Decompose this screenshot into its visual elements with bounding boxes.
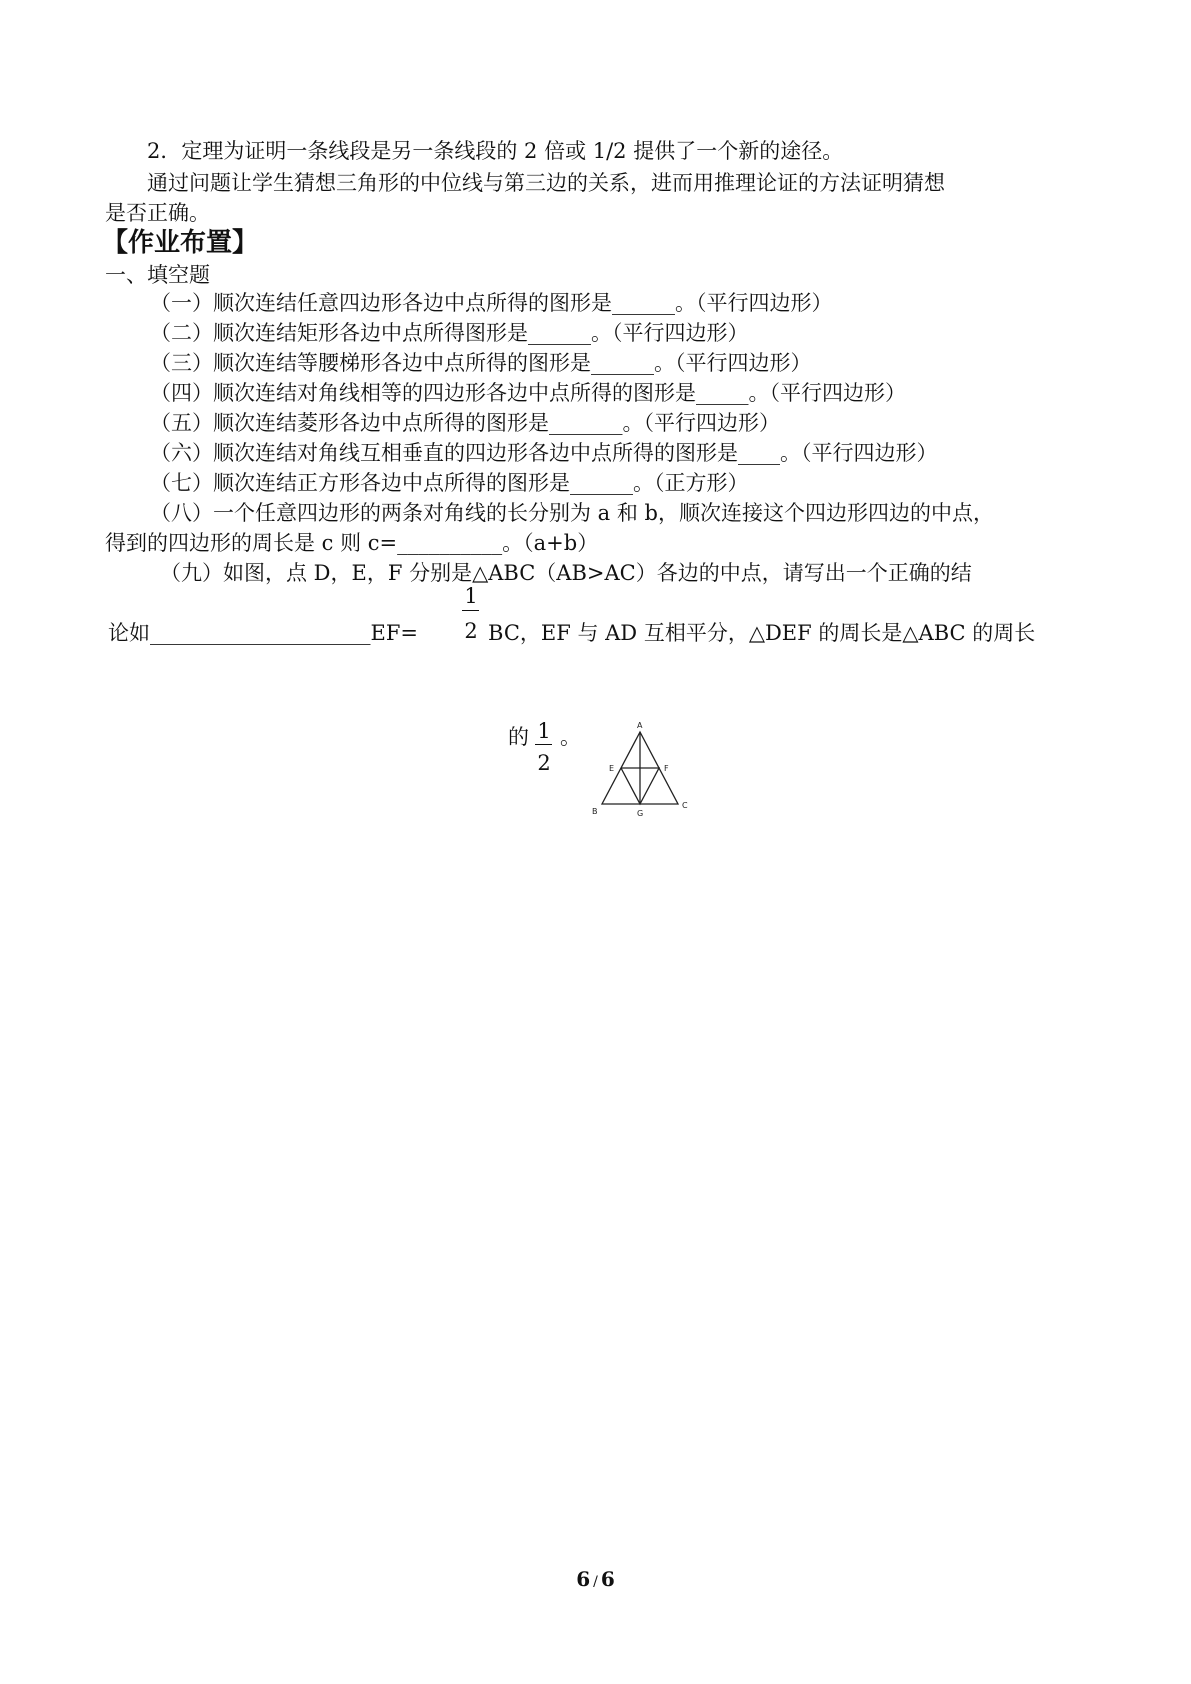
fill-item-9-line-2-end: BC，EF 与 AD 互相平分，△DEF 的周长是△ABC 的周长 [488, 621, 1036, 645]
page-total: 6 [600, 1567, 615, 1591]
label-a: A [637, 721, 643, 730]
fill-item-3: （三）顺次连结等腰梯形各边中点所得的图形是______。（平行四边形） [150, 351, 812, 375]
fill-item-2: （二）顺次连结矩形各边中点所得图形是______。（平行四边形） [150, 321, 749, 345]
fill-item-1: （一）顺次连结任意四边形各边中点所得的图形是______。（平行四边形） [150, 291, 833, 315]
intro-line-2: 通过问题让学生猜想三角形的中位线与第三边的关系，进而用推理论证的方法证明猜想 [147, 171, 945, 195]
fraction-2-bar [535, 744, 552, 745]
fill-item-9-line-3-start: 的 [508, 725, 529, 749]
label-g: G [637, 809, 644, 818]
intro-line-1: 2．定理为证明一条线段是另一条线段的 2 倍或 1/2 提供了一个新的途径。 [147, 139, 844, 163]
fill-item-4: （四）顺次连结对角线相等的四边形各边中点所得的图形是_____。（平行四边形） [150, 381, 906, 405]
label-b: B [592, 807, 598, 816]
label-c: C [682, 801, 688, 810]
fraction-2-denominator: 2 [537, 751, 551, 775]
fraction-bar [462, 610, 479, 611]
fill-item-9-line-3-end: 。 [560, 725, 581, 749]
intro-line-3: 是否正确。 [105, 201, 210, 225]
subsection-title: 一、填空题 [105, 263, 210, 287]
fill-item-9-line-1: （九）如图，点 D，E，F 分别是△ABC（AB>AC）各边的中点，请写出一个正确的结 [160, 561, 972, 585]
fill-item-9-line-2-start: 论如_____________________EF= [108, 621, 418, 645]
fraction-numerator: 1 [464, 584, 478, 608]
section-heading: 【作业布置】 [102, 228, 259, 258]
page-separator: / [593, 1574, 598, 1590]
label-f: F [664, 764, 669, 773]
fraction-2-numerator: 1 [537, 719, 551, 743]
triangle-figure [590, 718, 690, 818]
fill-item-8-line-2: 得到的四边形的周长是 c 则 c=__________。（a+b） [105, 531, 599, 555]
fill-item-6: （六）顺次连结对角线互相垂直的四边形各边中点所得的图形是____。（平行四边形） [150, 441, 938, 465]
page-current: 6 [576, 1567, 591, 1591]
fraction-denominator: 2 [464, 619, 478, 643]
label-e: E [609, 764, 615, 773]
fill-item-7: （七）顺次连结正方形各边中点所得的图形是______。（正方形） [150, 471, 749, 495]
fill-item-5: （五）顺次连结菱形各边中点所得的图形是_______。（平行四边形） [150, 411, 780, 435]
page-number [0, 1567, 1191, 1591]
fill-item-8-line-1: （八）一个任意四边形的两条对角线的长分别为 a 和 b，顺次连接这个四边形四边的中点， [150, 501, 994, 525]
